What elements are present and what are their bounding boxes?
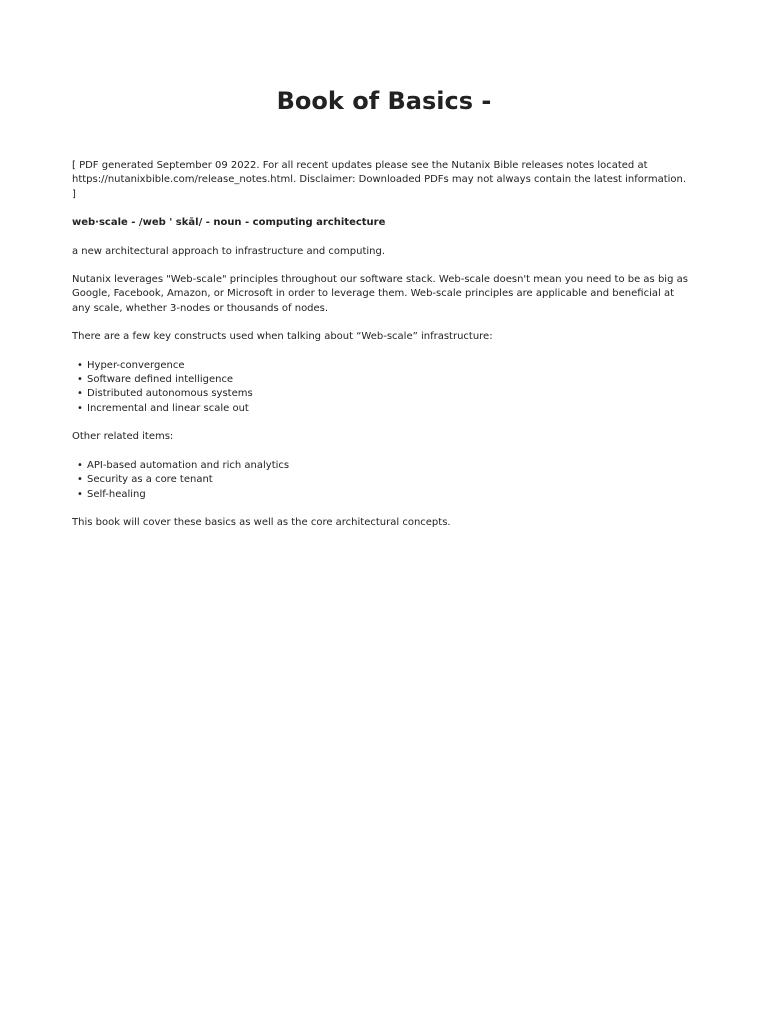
related-intro: Other related items: bbox=[72, 431, 174, 443]
constructs-list bbox=[72, 359, 692, 417]
related-items-list bbox=[72, 459, 692, 502]
pdf-notice: [ PDF generated September 09 2022. For all recent updates please see the Nutanix Bible releases notes located at https://nutanixbible.com/release_notes.html. Disclaimer: Downloaded PDFs may not always contain the latest information. ] bbox=[72, 160, 687, 200]
definition-text: a new architectural approach to infrastructure and computing. bbox=[72, 245, 386, 257]
list-item: • Hyper-convergence bbox=[72, 359, 692, 373]
web-scale-definition: web·scale - /web ' skāl/ - noun - computing architecture bbox=[72, 217, 386, 229]
page-title: Book of Basics - bbox=[276, 87, 492, 115]
list-item: • Security as a core tenant bbox=[72, 473, 692, 487]
list-item: • Incremental and linear scale out bbox=[72, 402, 692, 416]
list-item: • API-based automation and rich analytics bbox=[72, 459, 692, 473]
intro-paragraph: Nutanix leverages "Web-scale" principles throughout our software stack. Web-scale doesn't mean you need to be as big as Google, Facebook, Amazon, or Microsoft in order to leverage them. Web-scale principles are applicable and beneficial at any scale, whether 3-nodes or thousands of nodes. bbox=[72, 274, 688, 314]
list-item: • Software defined intelligence bbox=[72, 373, 692, 387]
list-item: • Self-healing bbox=[72, 488, 692, 502]
constructs-intro: There are a few key constructs used when talking about “Web-scale” infrastructure: bbox=[72, 331, 493, 343]
closing-paragraph: This book will cover these basics as well as the core architectural concepts. bbox=[72, 516, 451, 528]
document-body bbox=[72, 159, 692, 544]
list-item: • Distributed autonomous systems bbox=[72, 387, 692, 401]
